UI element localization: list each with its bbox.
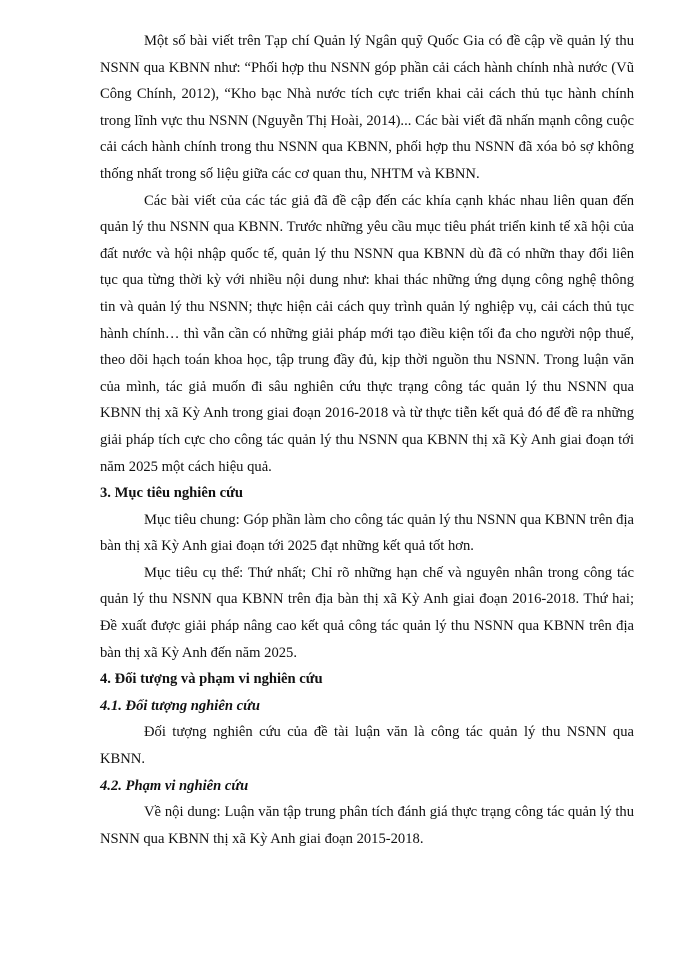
paragraph-research-scope: Về nội dung: Luận văn tập trung phân tích đánh giá thực trạng công tác quản lý thu NSNN qua KBNN thị xã Kỳ Anh giai đoạn 2015-2018. [100,804,634,847]
subheading-research-subject: 4.1. Đối tượng nghiên cứu [100,697,260,714]
paragraph-general-objective: Mục tiêu chung: Góp phần làm cho công tác quản lý thu NSNN qua KBNN trên địa bàn thị xã Kỳ Anh giai đoạn tới 2025 đạt những kết quả tốt hơn. [100,511,634,555]
paragraph-research-gap: Các bài viết của các tác giả đã đề cập đến các khía cạnh khác nhau liên quan đến quản lý thu NSNN qua KBNN. Trước những yêu cầu mục tiêu phát triển kinh tế xã hội của đất nước và hội nhập quốc tế, quản lý thu NSNN qua KBNN dù đã có nhữn thay đổi liên tục qua từng thời kỳ với nhiều nội dung như: khai thác những ứng dụng công nghệ thông tin và quản lý thu NSNN; thực hiện cải cách quy trình quản lý nghiệp vụ, cải cách thủ tục hành chính… thì vẫn cần có những giải pháp mới tạo điều kiện tối đa cho người nộp thuế, theo dõi hạch toán khoa học, tập trung đầy đủ, kịp thời nguồn thu NSNN. Trong luận văn của mình, tác giả muốn đi sâu nghiên cứu thực trạng công tác quản lý thu NSNN qua KBNN thị xã Kỳ Anh trong giai đoạn 2016-2018 và từ thực tiễn kết quả đó để đề ra những giải pháp tích cực cho công tác quản lý thu NSNN qua KBNN thị xã Kỳ Anh giai đoạn tới năm 2025 một cách hiệu quả. [100,192,634,475]
paragraph-research-subject: Đối tượng nghiên cứu của đề tài luận văn là công tác quản lý thu NSNN qua KBNN. [100,724,634,768]
paragraph-related-articles: Một số bài viết trên Tạp chí Quản lý Ngân quỹ Quốc Gia có đề cập về quản lý thu NSNN qua KBNN như: “Phối hợp thu NSNN góp phần cải cách hành chính nhà nước (Vũ Công Chính, 2012), “Kho bạc Nhà nước tích cực triển khai cải cách thủ tục hành chính trong lĩnh vực thu NSNN (Nguyễn Thị Hoài, 2014)... Các bài viết đã nhấn mạnh công cuộc cải cách hành chính trong thu NSNN qua KBNN, phối hợp thu NSNN đã xóa bỏ sợ không thống nhất trong số liệu giữa các cơ quan thu, NHTM và KBNN. [100,33,634,182]
paragraph-specific-objectives: Mục tiêu cụ thể: Thứ nhất; Chỉ rõ những hạn chế và nguyên nhân trong công tác quản lý thu NSNN qua KBNN trên địa bàn thị xã Kỳ Anh giai đoạn 2016-2018. Thứ hai; Đề xuất được giải pháp nâng cao kết quả công tác quản lý thu NSNN qua KBNN trên địa bàn thị xã Kỳ Anh đến năm 2025. [100,564,634,661]
subheading-research-scope: 4.2. Phạm vi nghiên cứu [100,777,249,794]
heading-research-objectives: 3. Mục tiêu nghiên cứu [100,485,243,502]
heading-subject-and-scope: 4. Đối tượng và phạm vi nghiên cứu [100,671,323,688]
document-page [100,28,634,852]
